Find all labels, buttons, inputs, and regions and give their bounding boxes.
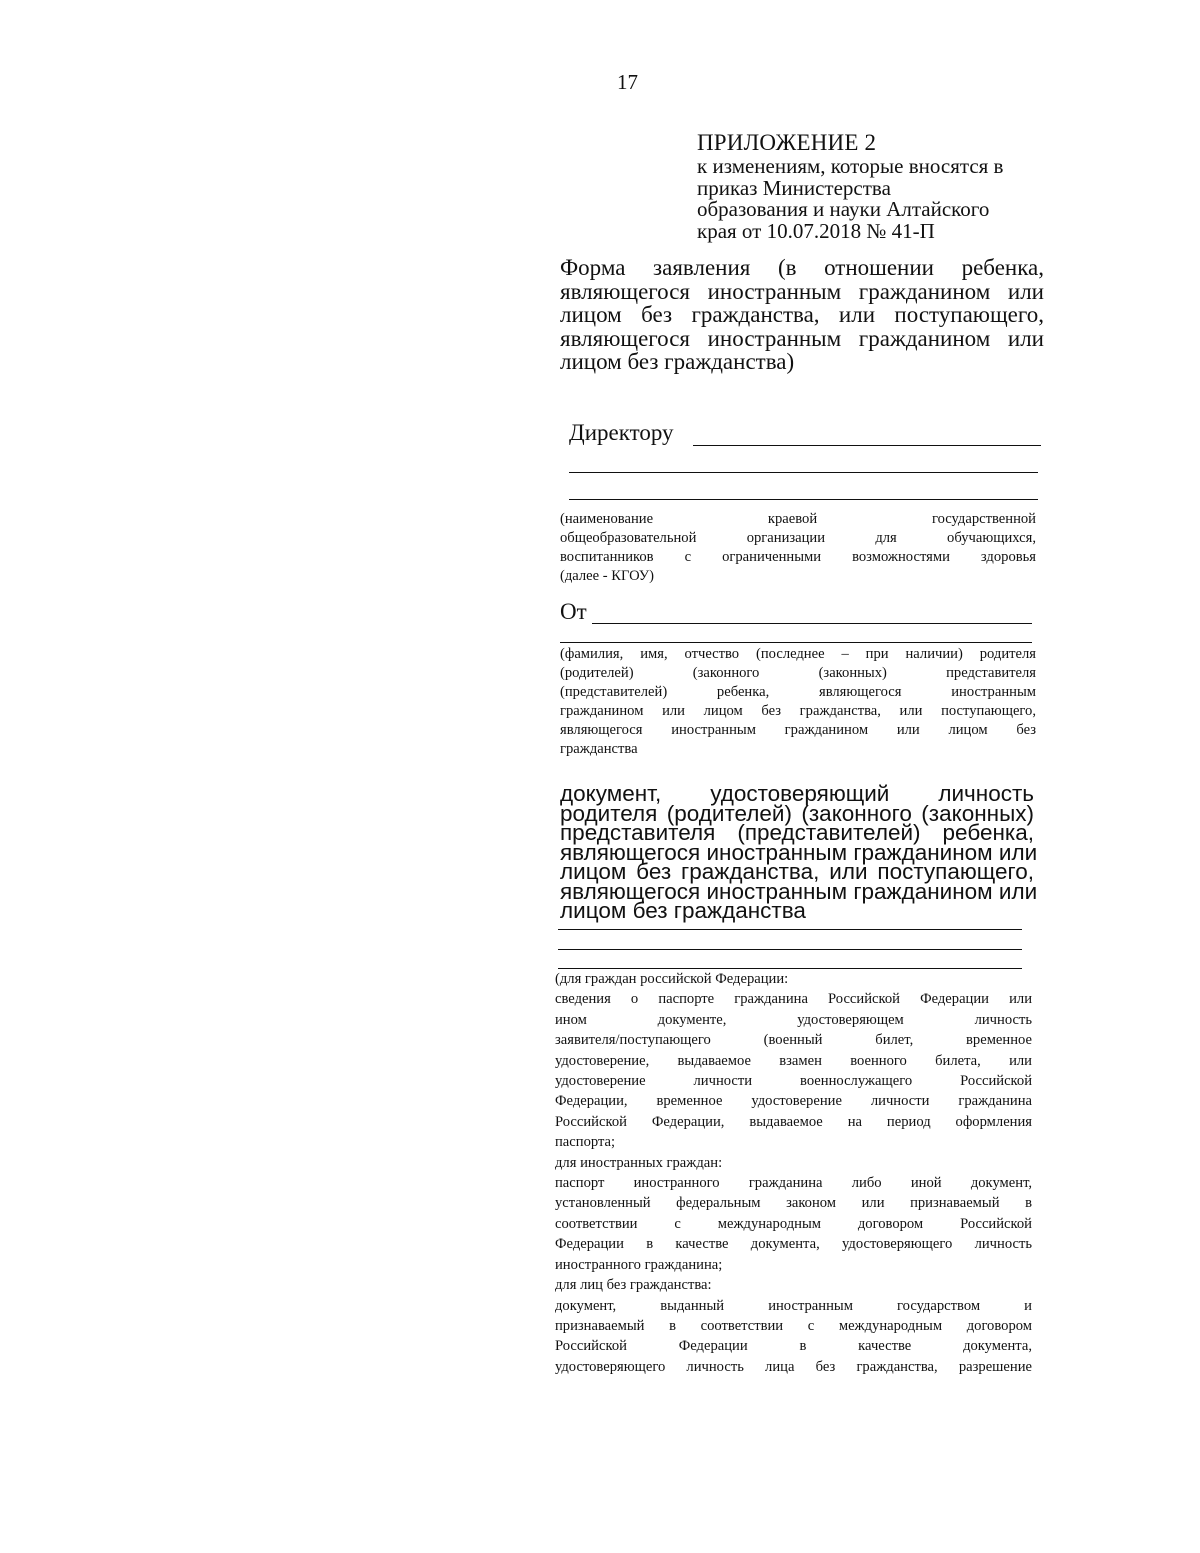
caption-line: признаваемый в соответствии с международным договором (555, 1317, 1032, 1334)
caption-line: общеобразовательной организации для обучающихся, (560, 530, 1036, 546)
caption-line: удостоверение, выдаваемое взамен военного билета, или (555, 1052, 1032, 1069)
identity-document-fill-line[interactable] (558, 929, 1022, 930)
heading-line: лицом без гражданства (560, 898, 806, 923)
caption-line: соответствии с международным договором Российской (555, 1215, 1032, 1232)
caption-line: удостоверяющего личность лица без гражданства, разрешение (555, 1358, 1032, 1375)
form-title-line: являющегося иностранным гражданином или (560, 278, 1044, 304)
heading-line: документ, удостоверяющий личность (560, 781, 1034, 806)
caption-line: ином документе, удостоверяющем личность (555, 1011, 1032, 1028)
heading-line: являющегося иностранным гражданином или (560, 878, 1038, 904)
applicant-fill-line[interactable] (560, 642, 1032, 643)
caption-line: заявителя/поступающего (военный билет, временное (555, 1032, 1032, 1049)
caption-line: Российской Федерации в качестве документа, (555, 1338, 1032, 1355)
caption-line: Федерации, временное удостоверение личности гражданина (555, 1093, 1032, 1110)
page-number: 17 (617, 70, 638, 94)
caption-line: (для граждан российской Федерации: (555, 971, 789, 987)
form-title-line: лицом без гражданства, или поступающего, (560, 302, 1044, 327)
director-label: Директору (569, 420, 674, 445)
parent-caption (560, 645, 1036, 759)
form-title-line: являющегося иностранным гражданином или (560, 325, 1044, 351)
identity-documents-caption (555, 969, 1032, 1377)
caption-line: Российской Федерации, выдаваемое на период оформления (555, 1113, 1032, 1130)
appendix-line: приказ Министерства (697, 175, 891, 200)
caption-line: Федерации в качестве документа, удостоверяющего личность (555, 1236, 1032, 1253)
caption-line: (фамилия, имя, отчество (последнее – при наличии) родителя (560, 646, 1036, 662)
caption-line: (далее - КГОУ) (560, 568, 655, 584)
caption-line: удостоверение личности военнослужащего Российской (555, 1073, 1032, 1090)
organization-fill-line[interactable] (569, 499, 1038, 500)
appendix-line: края от 10.07.2018 № 41-П (697, 218, 935, 243)
form-title (560, 256, 1044, 374)
caption-line: гражданства (560, 741, 638, 757)
caption-line: сведения о паспорте гражданина Российской Федерации или (555, 991, 1032, 1008)
caption-line: гражданином или лицом без гражданства, или поступающего, (560, 703, 1036, 719)
caption-line: (родителей) (законного (законных) представителя (560, 665, 1036, 681)
appendix-line: к изменениям, которые вносятся в (697, 154, 1004, 178)
caption-line: для иностранных граждан: (555, 1154, 723, 1171)
from-fill-line[interactable] (592, 623, 1032, 624)
caption-line: паспорт иностранного гражданина либо иной документ, (555, 1175, 1032, 1192)
caption-line: установленный федеральным законом или признаваемый в (555, 1195, 1032, 1212)
identity-document-heading (560, 781, 1038, 923)
heading-line: лицом без гражданства, или поступающего, (560, 859, 1034, 884)
organization-caption (560, 510, 1036, 586)
heading-line: являющегося иностранным гражданином или (560, 839, 1038, 865)
organization-fill-line[interactable] (569, 472, 1038, 473)
director-fill-line[interactable] (693, 445, 1041, 446)
caption-line: паспорта; (555, 1134, 616, 1151)
caption-line: (наименование краевой государственной (560, 511, 1036, 527)
caption-line: являющегося иностранным гражданином или лицом без (560, 722, 1036, 738)
caption-line: документ, выданный иностранным государством и (555, 1297, 1032, 1314)
caption-line: для лиц без гражданства: (555, 1277, 712, 1294)
caption-line: воспитанников с ограниченными возможностями здоровья (560, 549, 1036, 565)
from-label: От (560, 599, 587, 624)
form-title-line: лицом без гражданства) (560, 349, 795, 374)
heading-line: родителя (родителей) (законного (законных) (560, 800, 1034, 826)
appendix-title: ПРИЛОЖЕНИЕ 2 (697, 130, 877, 155)
appendix-line: образования и науки Алтайского (697, 197, 990, 221)
identity-document-fill-line[interactable] (558, 949, 1022, 950)
caption-line: (представителей) ребенка, являющегося иностранным (560, 684, 1036, 700)
form-title-line: Форма заявления (в отношении ребенка, (560, 255, 1044, 280)
heading-line: представителя (представителей) ребенка, (560, 820, 1034, 845)
from-field (560, 599, 1032, 629)
director-field (569, 420, 1041, 450)
caption-line: иностранного гражданина; (555, 1256, 723, 1273)
appendix-header (697, 130, 1057, 242)
